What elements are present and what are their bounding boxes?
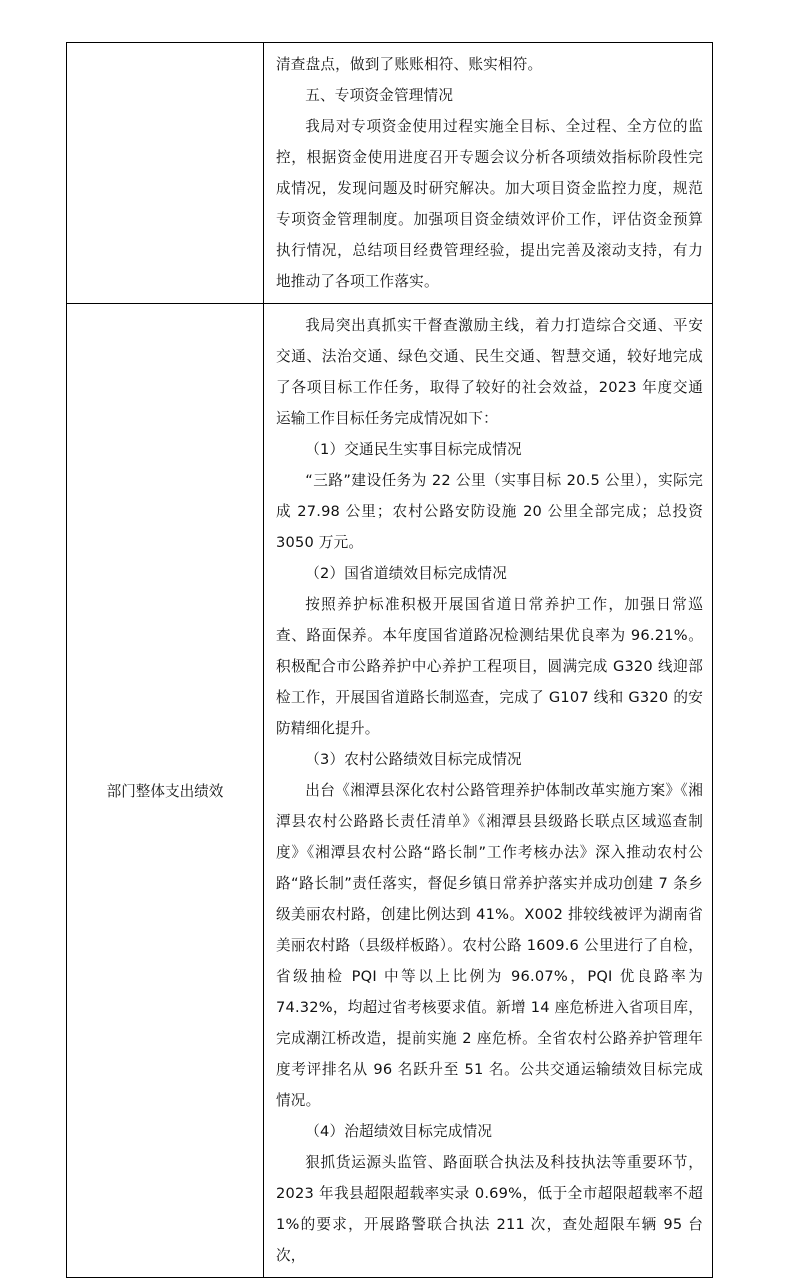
subsection-heading: （1）交通民生实事目标完成情况 [305, 441, 522, 458]
row-label: 部门整体支出绩效 [106, 783, 224, 800]
table-row [67, 304, 713, 1278]
content-block [264, 43, 712, 303]
row-label-cell [67, 43, 264, 304]
paragraph: 按照养护标准积极开展国省道日常养护工作，加强日常巡查、路面保养。本年度国省道路况检测结果优良率为 96.21%。积极配合市公路养护中心养护工程项目，圆满完成 G320 线迎部检工作，开展国省道路长制巡查，完成了 G107 线和 G320 的安防精细化提升。 [276, 596, 703, 737]
paragraph: 我局突出真抓实干督查激励主线，着力打造综合交通、平安交通、法治交通、绿色交通、民生交通、智慧交通，较好地完成了各项目标工作任务，取得了较好的社会效益，2023 年度交通运输工作目标任务完成情况如下： [276, 317, 703, 427]
paragraph: 出台《湘潭县深化农村公路管理养护体制改革实施方案》《湘潭县农村公路路长责任清单》《湘潭县县级路长联点区域巡查制度》《湘潭县农村公路“路长制”工作考核办法》深入推动农村公路“路长制”责任落实，督促乡镇日常养护落实并成功创建 7 条乡级美丽农村路，创建比例达到 41%。X002 排较线被评为湖南省美丽农村路（县级样板路）。农村公路 1609.6 公里进行了自检，省级抽检 PQI 中等以上比例为 96.07%，PQI 优良路率为 74.32%，均超过省考核要求值。新增 14 座危桥进入省项目库，完成潮江桥改造，提前实施 2 座危桥。全省农村公路养护管理年度考评排名从 96 名跃升至 51 名。公共交通运输绩效目标完成情况。 [276, 782, 703, 1109]
performance-table [66, 42, 713, 1278]
table-row [67, 43, 713, 304]
section-heading: 五、专项资金管理情况 [305, 87, 454, 104]
paragraph: 清查盘点，做到了账账相符、账实相符。 [276, 56, 543, 73]
row-label-cell [67, 304, 264, 1278]
row-content-cell [264, 304, 713, 1278]
row-content-cell [264, 43, 713, 304]
paragraph: “三路”建设任务为 22 公里（实事目标 20.5 公里），实际完成 27.98 公里；农村公路安防设施 20 公里全部完成；总投资 3050 万元。 [276, 472, 703, 551]
paragraph: 狠抓货运源头监管、路面联合执法及科技执法等重要环节，2023 年我县超限超载率实录 0.69%，低于全市超限超载率不超 1%的要求，开展路警联合执法 211 次，查处超限车辆 95 台次， [276, 1154, 703, 1264]
paragraph: 我局对专项资金使用过程实施全目标、全过程、全方位的监控，根据资金使用进度召开专题会议分析各项绩效指标阶段性完成情况，发现问题及时研究解决。加大项目资金监控力度，规范专项资金管理制度。加强项目资金绩效评价工作，评估资金预算执行情况，总结项目经费管理经验，提出完善及滚动支持，有力地推动了各项工作落实。 [276, 118, 703, 290]
content-block [264, 304, 712, 1277]
subsection-heading: （2）国省道绩效目标完成情况 [305, 565, 507, 582]
subsection-heading: （3）农村公路绩效目标完成情况 [305, 751, 522, 768]
subsection-heading: （4）治超绩效目标完成情况 [305, 1123, 493, 1140]
